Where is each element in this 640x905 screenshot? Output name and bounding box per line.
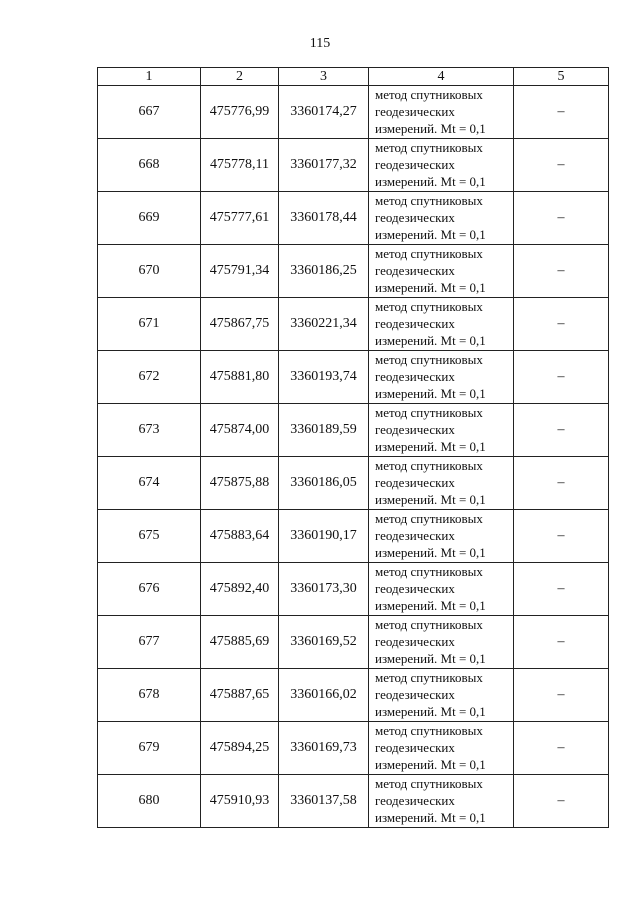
method-cell: метод спутниковых геодезических измерений. Mt = 0,1 xyxy=(369,139,514,192)
column-header-5: 5 xyxy=(514,68,609,86)
table-row xyxy=(98,86,609,139)
point-number-cell: 672 xyxy=(98,351,201,404)
table-row xyxy=(98,245,609,298)
x-coordinate-cell: 475881,80 xyxy=(201,351,279,404)
column-header-3: 3 xyxy=(279,68,369,86)
table-row xyxy=(98,722,609,775)
table-row xyxy=(98,669,609,722)
table-header-row xyxy=(98,68,609,86)
method-cell: метод спутниковых геодезических измерений. Mt = 0,1 xyxy=(369,351,514,404)
table-row xyxy=(98,563,609,616)
note-cell: – xyxy=(514,86,609,139)
point-number-cell: 670 xyxy=(98,245,201,298)
y-coordinate-cell: 3360186,25 xyxy=(279,245,369,298)
method-cell: метод спутниковых геодезических измерений. Mt = 0,1 xyxy=(369,192,514,245)
table-row xyxy=(98,510,609,563)
point-number-cell: 669 xyxy=(98,192,201,245)
point-number-cell: 671 xyxy=(98,298,201,351)
table-row xyxy=(98,616,609,669)
x-coordinate-cell: 475776,99 xyxy=(201,86,279,139)
page-number: 115 xyxy=(309,36,331,51)
method-cell: метод спутниковых геодезических измерений. Mt = 0,1 xyxy=(369,775,514,828)
point-number-cell: 673 xyxy=(98,404,201,457)
method-cell: метод спутниковых геодезических измерений. Mt = 0,1 xyxy=(369,298,514,351)
table-row xyxy=(98,298,609,351)
method-cell: метод спутниковых геодезических измерений. Mt = 0,1 xyxy=(369,457,514,510)
note-cell: – xyxy=(514,722,609,775)
table-row xyxy=(98,351,609,404)
point-number-cell: 667 xyxy=(98,86,201,139)
y-coordinate-cell: 3360177,32 xyxy=(279,139,369,192)
method-cell: метод спутниковых геодезических измерений. Mt = 0,1 xyxy=(369,245,514,298)
x-coordinate-cell: 475875,88 xyxy=(201,457,279,510)
x-coordinate-cell: 475778,11 xyxy=(201,139,279,192)
point-number-cell: 675 xyxy=(98,510,201,563)
note-cell: – xyxy=(514,563,609,616)
x-coordinate-cell: 475883,64 xyxy=(201,510,279,563)
y-coordinate-cell: 3360186,05 xyxy=(279,457,369,510)
x-coordinate-cell: 475867,75 xyxy=(201,298,279,351)
note-cell: – xyxy=(514,245,609,298)
y-coordinate-cell: 3360174,27 xyxy=(279,86,369,139)
point-number-cell: 676 xyxy=(98,563,201,616)
y-coordinate-cell: 3360169,73 xyxy=(279,722,369,775)
y-coordinate-cell: 3360190,17 xyxy=(279,510,369,563)
method-cell: метод спутниковых геодезических измерений. Mt = 0,1 xyxy=(369,510,514,563)
method-cell: метод спутниковых геодезических измерений. Mt = 0,1 xyxy=(369,563,514,616)
x-coordinate-cell: 475894,25 xyxy=(201,722,279,775)
y-coordinate-cell: 3360178,44 xyxy=(279,192,369,245)
column-header-2: 2 xyxy=(201,68,279,86)
point-number-cell: 668 xyxy=(98,139,201,192)
point-number-cell: 677 xyxy=(98,616,201,669)
table-row xyxy=(98,192,609,245)
x-coordinate-cell: 475874,00 xyxy=(201,404,279,457)
y-coordinate-cell: 3360166,02 xyxy=(279,669,369,722)
point-number-cell: 679 xyxy=(98,722,201,775)
method-cell: метод спутниковых геодезических измерений. Mt = 0,1 xyxy=(369,616,514,669)
method-cell: метод спутниковых геодезических измерений. Mt = 0,1 xyxy=(369,722,514,775)
x-coordinate-cell: 475887,65 xyxy=(201,669,279,722)
method-cell: метод спутниковых геодезических измерений. Mt = 0,1 xyxy=(369,669,514,722)
x-coordinate-cell: 475910,93 xyxy=(201,775,279,828)
note-cell: – xyxy=(514,616,609,669)
table-row xyxy=(98,457,609,510)
note-cell: – xyxy=(514,775,609,828)
x-coordinate-cell: 475885,69 xyxy=(201,616,279,669)
table-row xyxy=(98,404,609,457)
y-coordinate-cell: 3360189,59 xyxy=(279,404,369,457)
y-coordinate-cell: 3360221,34 xyxy=(279,298,369,351)
y-coordinate-cell: 3360137,58 xyxy=(279,775,369,828)
note-cell: – xyxy=(514,351,609,404)
note-cell: – xyxy=(514,669,609,722)
note-cell: – xyxy=(514,404,609,457)
x-coordinate-cell: 475777,61 xyxy=(201,192,279,245)
note-cell: – xyxy=(514,298,609,351)
column-header-4: 4 xyxy=(369,68,514,86)
x-coordinate-cell: 475892,40 xyxy=(201,563,279,616)
point-number-cell: 678 xyxy=(98,669,201,722)
note-cell: – xyxy=(514,510,609,563)
note-cell: – xyxy=(514,457,609,510)
note-cell: – xyxy=(514,139,609,192)
method-cell: метод спутниковых геодезических измерений. Mt = 0,1 xyxy=(369,86,514,139)
method-cell: метод спутниковых геодезических измерений. Mt = 0,1 xyxy=(369,404,514,457)
y-coordinate-cell: 3360173,30 xyxy=(279,563,369,616)
x-coordinate-cell: 475791,34 xyxy=(201,245,279,298)
point-number-cell: 680 xyxy=(98,775,201,828)
column-header-1: 1 xyxy=(98,68,201,86)
table-row xyxy=(98,139,609,192)
note-cell: – xyxy=(514,192,609,245)
coordinates-table xyxy=(97,67,609,828)
y-coordinate-cell: 3360193,74 xyxy=(279,351,369,404)
table-row xyxy=(98,775,609,828)
point-number-cell: 674 xyxy=(98,457,201,510)
y-coordinate-cell: 3360169,52 xyxy=(279,616,369,669)
